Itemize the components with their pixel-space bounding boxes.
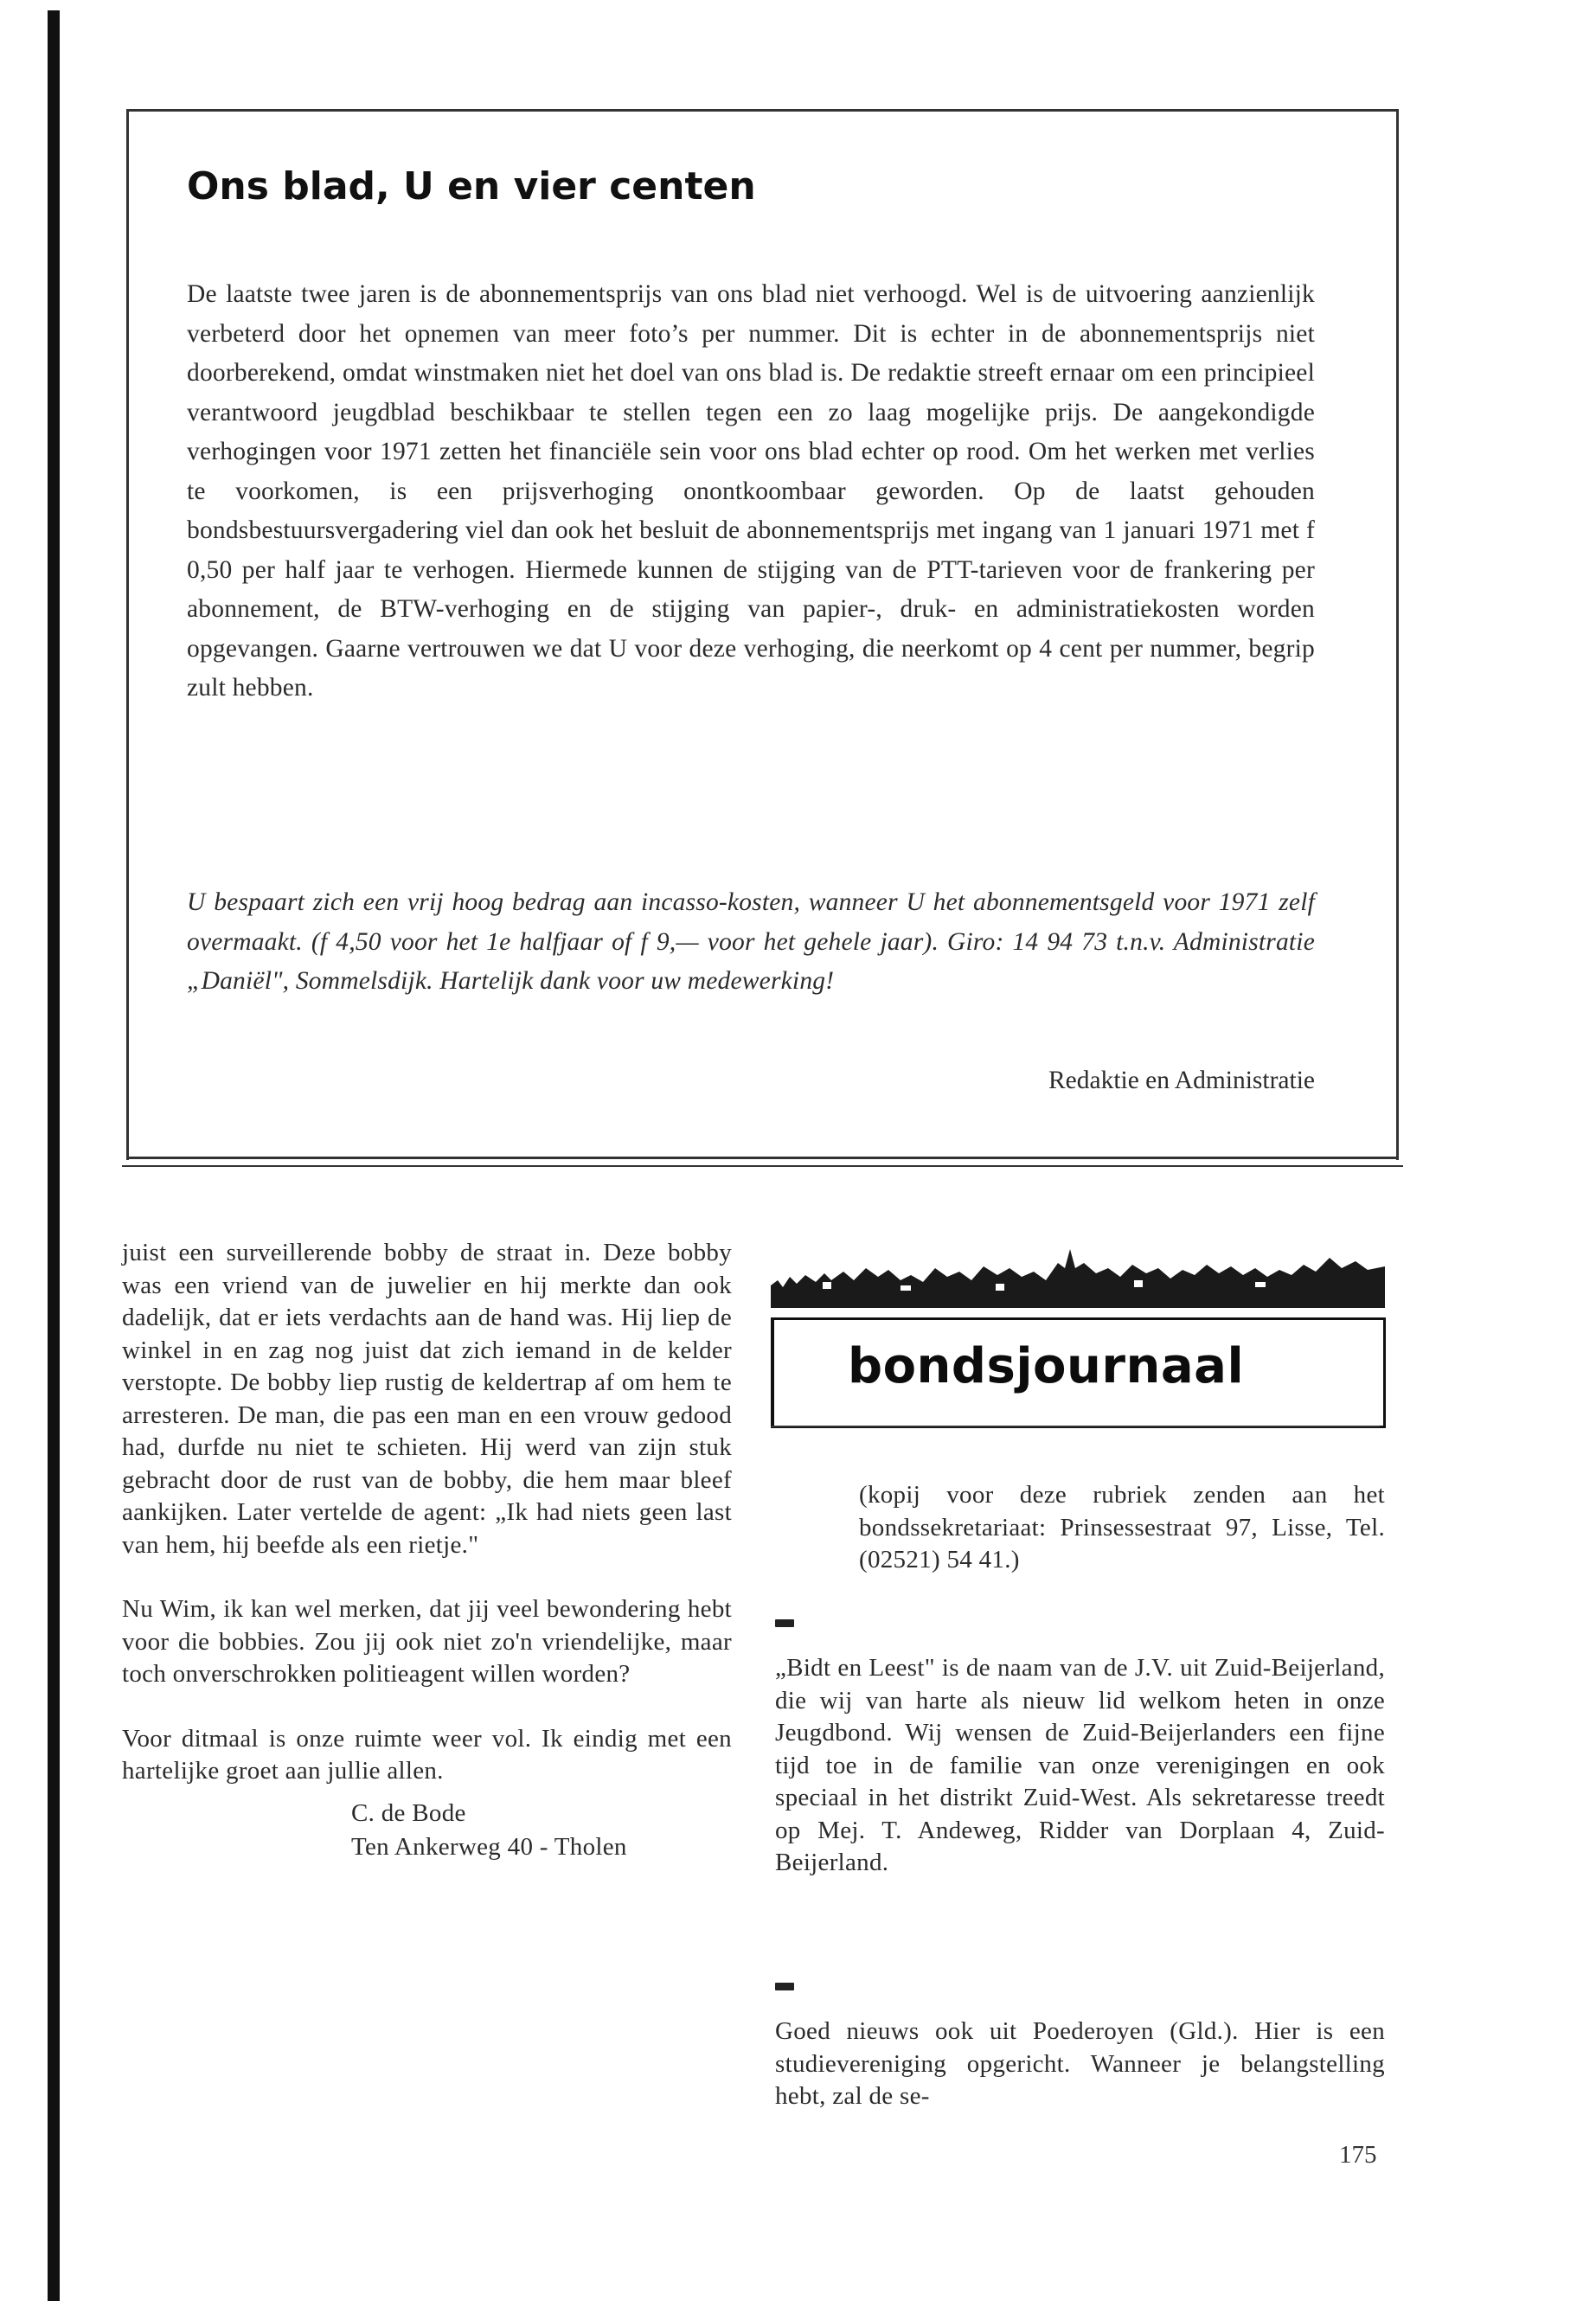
village-skyline-icon <box>771 1242 1385 1308</box>
page-number: 175 <box>1339 2141 1377 2169</box>
item-marker-icon <box>775 1983 794 1990</box>
author-name: C. de Bode <box>351 1798 466 1827</box>
left-paragraph: Nu Wim, ik kan wel merken, dat jij veel bewondering hebt voor die bobbies. Zou jij ook niet zo'n vriendelijke, maar toch onverschrokken politieagent willen worden? <box>122 1595 732 1688</box>
news-item: „Bidt en Leest" is de naam van de J.V. uit Zuid-Beijerland, die wij van harte als nieuw lid welkom heten in onze Jeugdbond. Wij wensen de Zuid-Beijerlanders een fijne tijd toe in de familie van onze verenigingen en ook speciaal in het distrikt Zuid-West. Als sekretaresse treedt op Mej. T. Andeweg, Ridder van Dorplaan 4, Zuid-Beijerland. <box>775 1654 1385 1876</box>
article-intro: De laatste twee jaren is de abonnementsprijs van ons blad niet verhoogd. Wel is de uitvoering aanzienlijk verbeterd door het opnemen van meer foto’s per nummer. Dit is echter in de abonnementsprijs niet doorberekend, omdat winstmaken niet het doel van ons blad is. De redaktie streeft ernaar om een principieel verantwoord jeugdblad beschikbaar te stellen tegen een zo laag mogelijke prijs. De aangekondigde verhogingen voor 1971 zetten het financiële sein voor ons blad echter op rood. Om het werken met verlies te voorkomen, is een prijsverhoging onontkoombaar geworden. Op de laatst gehouden bondsbestuursvergadering viel dan ook het besluit de abonnementsprijs met ingang van 1 januari 1971 met f 0,50 per half jaar te verhogen. Hiermede kunnen de stijging van de PTT-tarieven voor de frankering per abonnement, de BTW-verhoging en de stijging van papier-, druk- en administratiekosten worden opgevangen. Gaarne vertrouwen we dat U voor deze verhoging, die neerkomt op 4 cent per nummer, begrip zult hebben. <box>187 280 1315 702</box>
box-bottom-rule <box>126 1157 1399 1159</box>
left-column <box>122 1237 732 1864</box>
box-top-rule <box>126 109 1399 112</box>
article-title: Ons blad, U en vier centen <box>187 164 756 208</box>
news-item: Goed nieuws ook uit Poederoyen (Gld.). Hier is een studievereniging opgericht. Wanneer je belangstelling hebt, zal de se- <box>775 2017 1385 2110</box>
item-marker-icon <box>775 1619 794 1627</box>
left-paragraph: juist een surveillerende bobby de straat in. Deze bobby was een vriend van de juwelier en hij merkte dan ook dadelijk, dat er iets verdachts aan de hand was. Hij liep de winkel in en zag nog juist dat zich iemand in de kelder verstopte. De bobby liep rustig de keldertrap af om hem te arresteren. De man, die pas een man en een vrouw gedood had, durfde nu niet te schieten. Hij werd van zijn stuk gebracht door de rust van de bobby, die hem maar bleef aankijken. Later vertelde de agent: „Ik had niets geen last van hem, hij beefde als een rietje." <box>122 1239 732 1559</box>
left-paragraph: Voor ditmaal is onze ruimte weer vol. Ik eindig met een hartelijke groet aan jullie allen. <box>122 1724 732 1785</box>
bondsjournaal-rule <box>771 1426 1380 1427</box>
kopij-notice: (kopij voor deze rubriek zenden aan het bondssekretariaat: Prinsessestraat 97, Lisse, Tel. (02521) 54 41.) <box>859 1481 1385 1574</box>
author-block <box>351 1797 732 1864</box>
box-bottom-rule-double <box>122 1165 1403 1167</box>
article-signature: Redaktie en Administratie <box>1048 1067 1315 1094</box>
author-address: Ten Ankerweg 40 - Tholen <box>351 1832 627 1861</box>
article-note: U bespaart zich een vrij hoog bedrag aan incasso-kosten, wanneer U het abonnementsgeld voor 1971 zelf overmaakt. (f 4,50 voor het 1e halfjaar of f 9,— voor het gehele jaar). Giro: 14 94 73 t.n.v. Administratie „Daniël", Sommelsdijk. Hartelijk dank voor uw medewerking! <box>187 888 1315 995</box>
binding-edge <box>48 10 60 2301</box>
bondsjournaal-title: bondsjournaal <box>848 1338 1245 1394</box>
